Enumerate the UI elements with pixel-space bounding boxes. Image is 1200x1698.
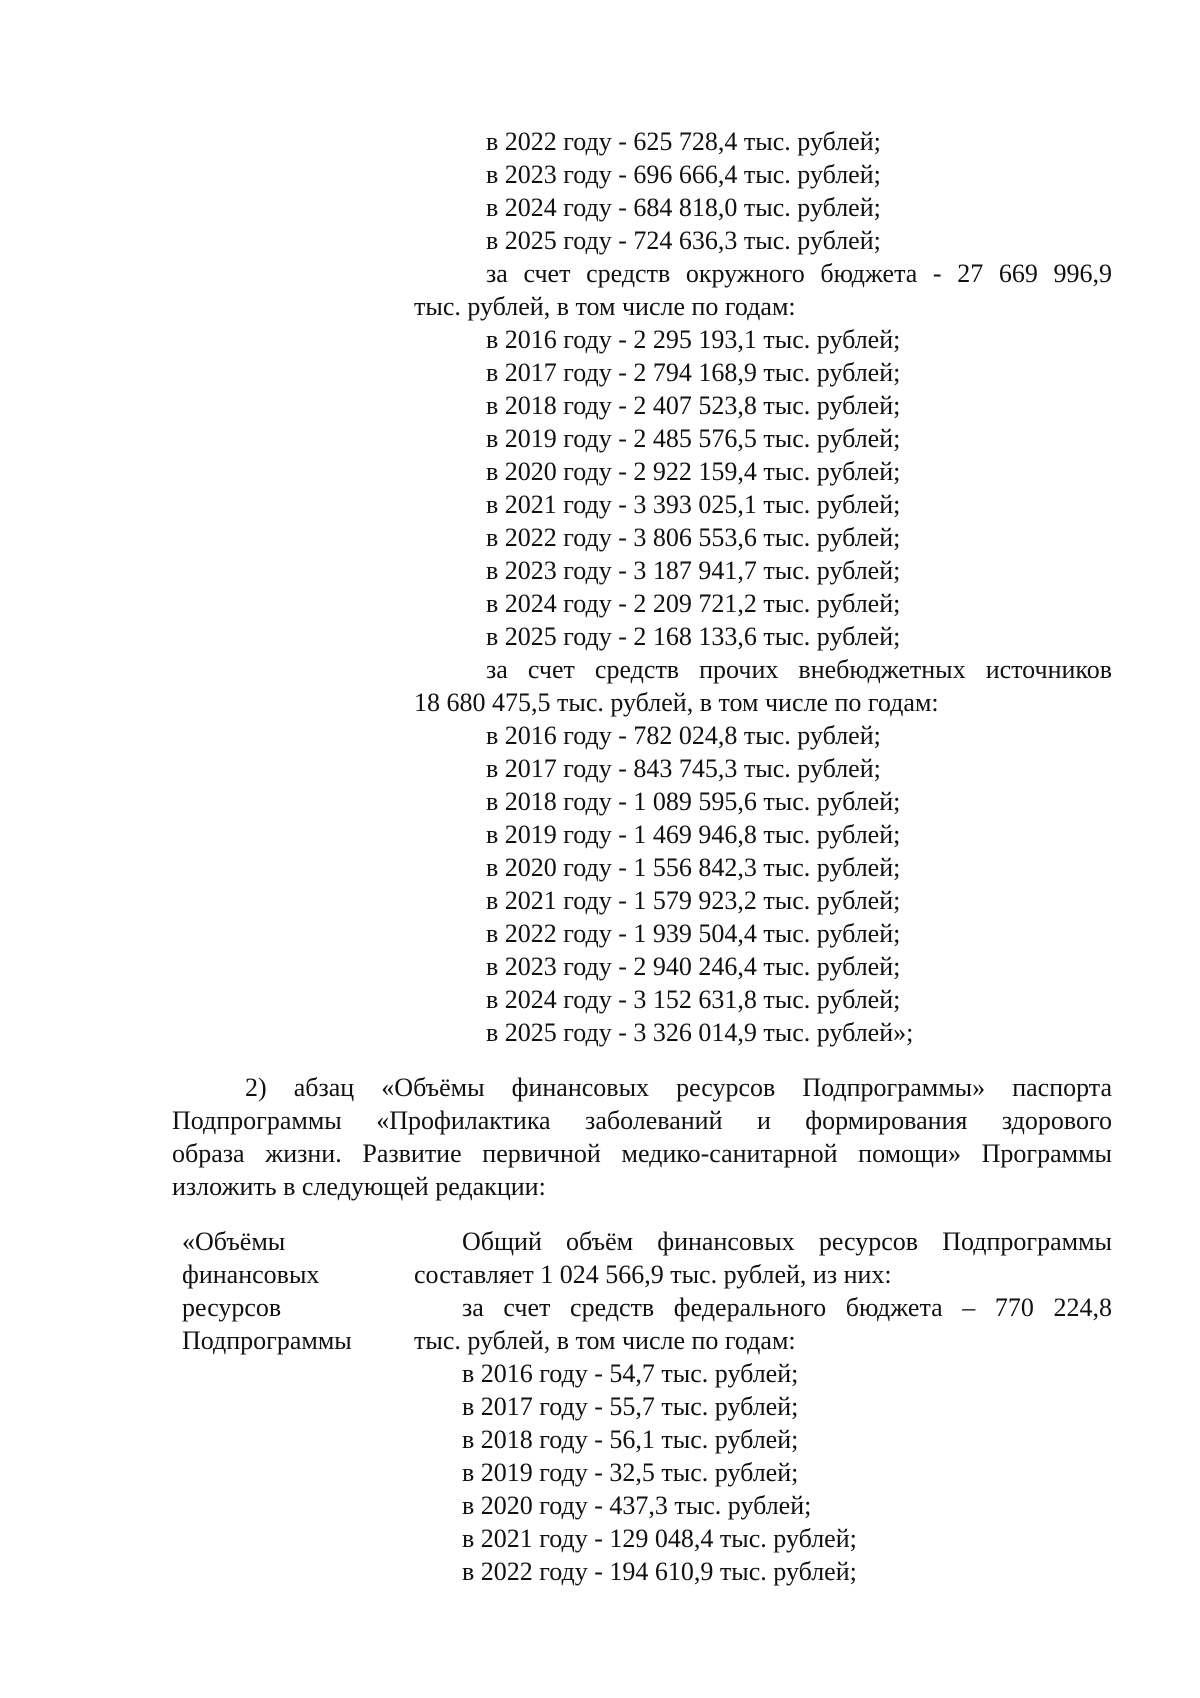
paragraph-line: образа жизни. Развитие первичной медико-санитарной помощи» Программы [172,1139,1112,1168]
year-line: в 2023 году - 2 940 246,4 тыс. рублей; [486,952,901,981]
year-line: в 2021 году - 1 579 923,2 тыс. рублей; [486,886,901,915]
year-line: в 2023 году - 3 187 941,7 тыс. рублей; [486,556,901,585]
year-line: в 2017 году - 2 794 168,9 тыс. рублей; [486,358,901,387]
year-line: в 2018 году - 56,1 тыс. рублей; [462,1425,799,1454]
okrug-budget-intro: за счет средств окружного бюджета - 27 669 996,9 [486,259,1112,288]
label-line: ресурсов [182,1293,282,1322]
year-line: в 2024 году - 684 818,0 тыс. рублей; [486,193,881,222]
federal-budget-intro: за счет средств федерального бюджета – 770 224,8 [462,1293,1112,1322]
federal-budget-intro-cont: тыс. рублей, в том числе по годам: [414,1326,796,1355]
year-line: в 2021 году - 129 048,4 тыс. рублей; [462,1524,857,1553]
year-line: в 2024 году - 3 152 631,8 тыс. рублей; [486,985,901,1014]
year-line: в 2022 году - 1 939 504,4 тыс. рублей; [486,919,901,948]
year-line: в 2022 году - 3 806 553,6 тыс. рублей; [486,523,901,552]
year-line: в 2024 году - 2 209 721,2 тыс. рублей; [486,589,901,618]
year-line: в 2016 году - 782 024,8 тыс. рублей; [486,721,881,750]
total-volume-line: Общий объём финансовых ресурсов Подпрограммы [462,1227,1112,1256]
year-line: в 2017 году - 843 745,3 тыс. рублей; [486,754,881,783]
year-line: в 2023 году - 696 666,4 тыс. рублей; [486,160,881,189]
year-line: в 2022 году - 625 728,4 тыс. рублей; [486,127,881,156]
year-line: в 2022 году - 194 610,9 тыс. рублей; [462,1557,857,1586]
year-line: в 2020 году - 437,3 тыс. рублей; [462,1491,812,1520]
label-line: финансовых [182,1260,320,1289]
year-line: в 2021 году - 3 393 025,1 тыс. рублей; [486,490,901,519]
year-line: в 2019 году - 1 469 946,8 тыс. рублей; [486,820,901,849]
year-line: в 2019 году - 32,5 тыс. рублей; [462,1458,799,1487]
year-line: в 2019 году - 2 485 576,5 тыс. рублей; [486,424,901,453]
year-line: в 2020 году - 2 922 159,4 тыс. рублей; [486,457,901,486]
year-line: в 2016 году - 2 295 193,1 тыс. рублей; [486,325,901,354]
okrug-budget-intro-cont: тыс. рублей, в том числе по годам: [414,292,796,321]
paragraph-line: 2) абзац «Объёмы финансовых ресурсов Подпрограммы» паспорта [245,1073,1112,1102]
year-line: в 2016 году - 54,7 тыс. рублей; [462,1359,799,1388]
label-line: Подпрограммы [182,1326,352,1355]
other-sources-intro-cont: 18 680 475,5 тыс. рублей, в том числе по годам: [414,688,939,717]
year-line: в 2025 году - 3 326 014,9 тыс. рублей»; [486,1018,914,1047]
year-line: в 2025 году - 724 636,3 тыс. рублей; [486,226,881,255]
year-line: в 2018 году - 2 407 523,8 тыс. рублей; [486,391,901,420]
paragraph-line: Подпрограммы «Профилактика заболеваний и формирования здорового [172,1106,1112,1135]
year-line: в 2025 году - 2 168 133,6 тыс. рублей; [486,622,901,651]
paragraph-line: изложить в следующей редакции: [172,1172,546,1201]
year-line: в 2017 году - 55,7 тыс. рублей; [462,1392,799,1421]
year-line: в 2020 году - 1 556 842,3 тыс. рублей; [486,853,901,882]
other-sources-intro: за счет средств прочих внебюджетных источников [486,655,1112,684]
year-line: в 2018 году - 1 089 595,6 тыс. рублей; [486,787,901,816]
total-volume-line-cont: составляет 1 024 566,9 тыс. рублей, из них: [414,1260,892,1289]
label-line: «Объёмы [182,1227,286,1256]
